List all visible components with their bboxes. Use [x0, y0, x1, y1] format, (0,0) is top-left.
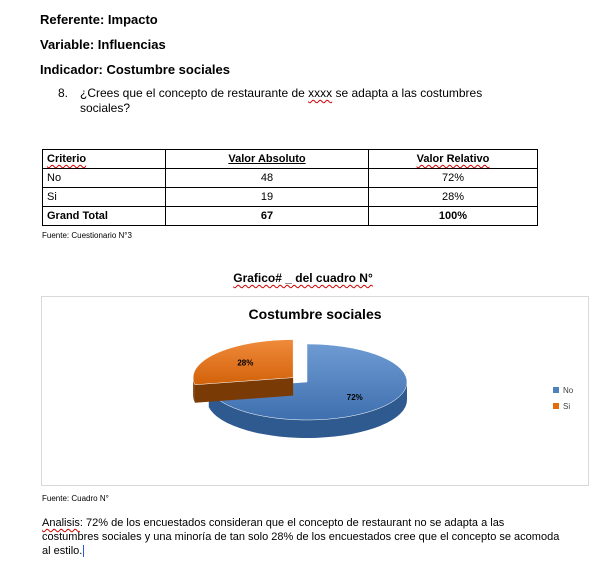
question-text-end: se adapta a las costumbres sociales?: [80, 86, 483, 115]
table-cell: 100%: [369, 207, 538, 226]
pie-label-si: 28%: [237, 358, 254, 368]
variable-heading: Variable: Influencias: [40, 37, 166, 52]
analysis-text: : 72% de los encuestados consideran que el concepto de restaurant no se adapta a las costumbres sociales y una minoría de tan solo 28% de los encuestados cree que el concepto se acomoda al estilo.: [42, 517, 560, 557]
table-cell: 72%: [369, 169, 538, 188]
chart-source-note: Fuente: Cuadro N°: [42, 494, 109, 503]
legend-swatch-no: [553, 387, 559, 393]
table-cell: 28%: [369, 188, 538, 207]
table-cell: Si: [43, 188, 166, 207]
analysis-paragraph: [42, 516, 562, 558]
table-cell: Grand Total: [43, 207, 166, 226]
header-valor-absoluto: [166, 150, 369, 169]
pie-slices: [193, 340, 407, 438]
pie-chart: [41, 296, 589, 486]
table-cell: 67: [166, 207, 369, 226]
question-text-start: ¿Crees que el concepto de restaurante de: [80, 86, 309, 100]
table-total-row: [43, 207, 538, 226]
analysis-label: Analisis: [42, 517, 80, 529]
results-table: [42, 149, 538, 226]
table-cell: 19: [166, 188, 369, 207]
chart-legend: [553, 386, 574, 411]
question-number: 8.: [58, 86, 69, 100]
header-valor-absoluto-text: Valor Absoluto: [228, 153, 306, 165]
chart-title: Costumbre sociales: [248, 306, 382, 322]
question-placeholder: xxxx: [308, 86, 333, 100]
referente-heading: Referente: Impacto: [40, 12, 158, 27]
header-valor-relativo-text: Valor Relativo: [416, 153, 490, 165]
text-cursor: [83, 545, 84, 557]
header-criterio: [43, 150, 166, 169]
table-header-row: [43, 150, 538, 169]
table-cell: No: [43, 169, 166, 188]
legend-label-si: Si: [563, 402, 571, 411]
pie-label-no: 72%: [346, 393, 363, 403]
table-source-note: Fuente: Cuestionario N°3: [42, 231, 132, 240]
table-cell: 48: [166, 169, 369, 188]
question-text: [80, 86, 530, 116]
header-criterio-text: Criterio: [47, 153, 87, 165]
legend-label-no: No: [563, 386, 574, 395]
legend-swatch-si: [553, 403, 559, 409]
graph-caption: [0, 271, 606, 285]
pie-chart-svg: [42, 297, 588, 485]
indicador-heading: Indicador: Costumbre sociales: [40, 62, 230, 77]
table-row: [43, 169, 538, 188]
header-valor-relativo: [369, 150, 538, 169]
graph-caption-text: Grafico# _ del cuadro N°: [233, 271, 373, 285]
table-row: [43, 188, 538, 207]
